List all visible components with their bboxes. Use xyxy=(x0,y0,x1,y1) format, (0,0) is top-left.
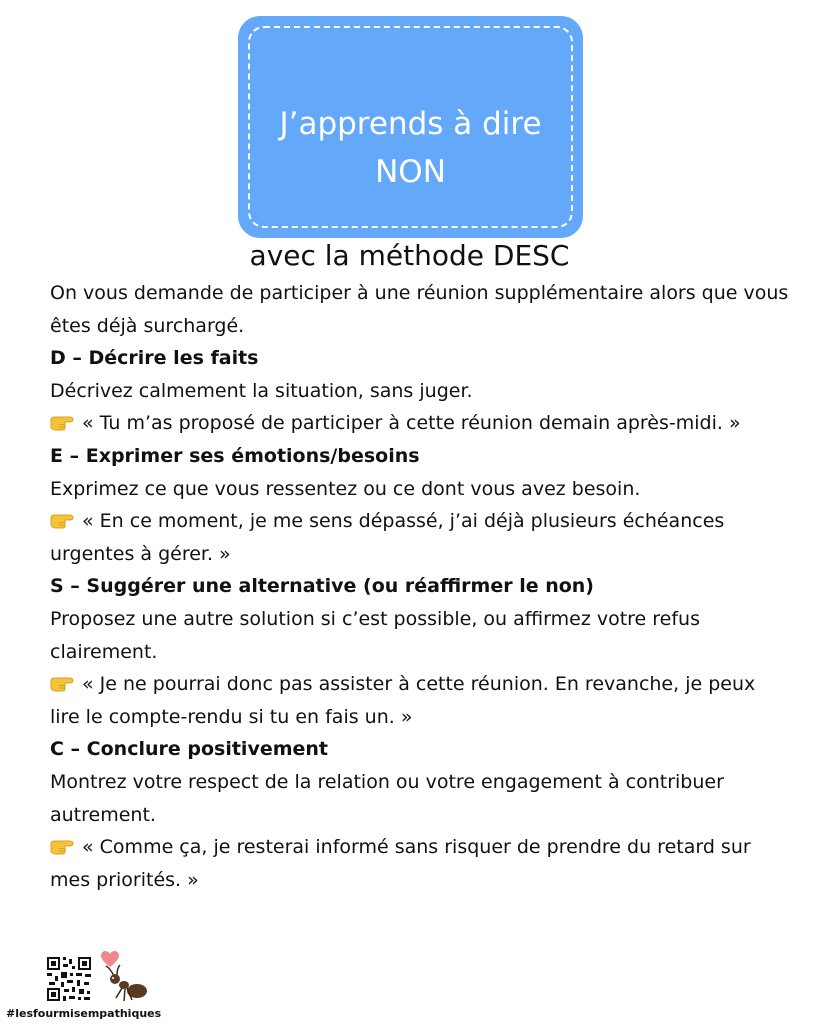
section-d-text: Décrivez calmement la situation, sans juger. xyxy=(50,379,473,402)
section-d-example xyxy=(50,407,790,440)
section-e-example xyxy=(50,505,790,570)
section-s-text: Proposez une autre solution si c’est possible, ou affirmez votre refus clairement. xyxy=(50,607,700,663)
hashtag: #lesfourmisempathiques xyxy=(6,1007,162,1020)
section-s-example xyxy=(50,668,790,733)
section-c-heading: C – Conclure positivement xyxy=(50,738,329,761)
intro-text: On vous demande de participer à une réunion supplémentaire alors que vous êtes déjà surchargé. xyxy=(50,282,789,337)
title-line-2: NON xyxy=(375,154,446,190)
section-e-text: Exprimez ce que vous ressentez ou ce dont vous avez besoin. xyxy=(50,477,641,500)
qr-code-icon[interactable] xyxy=(46,956,92,1002)
section-c-example xyxy=(50,831,790,896)
content xyxy=(50,277,790,896)
section-e-example-text: « En ce moment, je me sens dépassé, j’ai déjà plusieurs échéances urgentes à gérer. » xyxy=(50,510,725,565)
pointing-hand-icon xyxy=(50,511,76,529)
section-d-example-text: « Tu m’as proposé de participer à cette réunion demain après-midi. » xyxy=(82,412,741,435)
pointing-hand-icon xyxy=(50,837,76,855)
section-c-example-text: « Comme ça, je resterai informé sans risquer de prendre du retard sur mes priorités. » xyxy=(50,836,751,891)
title-card xyxy=(238,16,583,238)
section-s-heading: S – Suggérer une alternative (ou réaffirmer le non) xyxy=(50,575,594,598)
pointing-hand-icon xyxy=(50,674,76,692)
title-line-1: J’apprends à dire xyxy=(279,106,542,142)
pointing-hand-icon xyxy=(50,413,76,431)
subtitle: avec la méthode DESC xyxy=(249,239,570,272)
section-c-text: Montrez votre respect de la relation ou votre engagement à contribuer autrement. xyxy=(50,770,724,826)
section-e-heading: E – Exprimer ses émotions/besoins xyxy=(50,444,420,467)
section-s-example-text: « Je ne pourrai donc pas assister à cette réunion. En revanche, je peux lire le compte-rendu si tu en fais un. » xyxy=(50,673,756,728)
section-d-heading: D – Décrire les faits xyxy=(50,347,259,370)
page-title xyxy=(238,100,583,196)
footer xyxy=(0,950,200,1024)
ant-icon xyxy=(104,964,150,1006)
